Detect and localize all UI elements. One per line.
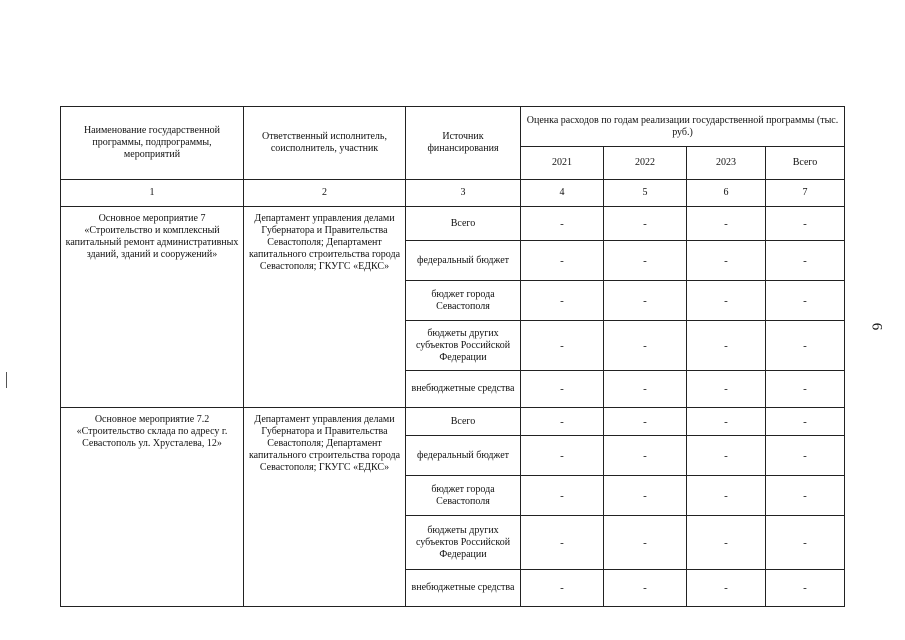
column-number: 5	[604, 180, 687, 207]
activity-executor: Департамент управления делами Губернатора и Правительства Севастополя; Департамент капитального строительства города Севастополя; ГКУГС «ЕДКС»	[244, 408, 406, 607]
expense-value: -	[766, 476, 845, 516]
column-number: 4	[521, 180, 604, 207]
expense-value: -	[521, 207, 604, 241]
expense-value: -	[687, 241, 766, 281]
expense-value: -	[766, 408, 845, 436]
expense-value: -	[521, 516, 604, 570]
expense-value: -	[521, 476, 604, 516]
funding-source: Всего	[406, 207, 521, 241]
funding-source: бюджеты других субъектов Российской Федерации	[406, 321, 521, 371]
header-year-2022: 2022	[604, 147, 687, 180]
expense-value: -	[521, 281, 604, 321]
expense-value: -	[521, 570, 604, 607]
header-year-2021: 2021	[521, 147, 604, 180]
column-number: 6	[687, 180, 766, 207]
expense-value: -	[521, 436, 604, 476]
expense-value: -	[766, 321, 845, 371]
expense-value: -	[604, 436, 687, 476]
expense-value: -	[521, 408, 604, 436]
expense-value: -	[604, 241, 687, 281]
table-header	[61, 107, 845, 207]
table-row	[61, 408, 845, 436]
header-year-2023: 2023	[687, 147, 766, 180]
expense-value: -	[604, 570, 687, 607]
page-number: 6	[868, 322, 885, 331]
column-number: 2	[244, 180, 406, 207]
activity-name: Основное мероприятие 7 «Строительство и комплексный капитальный ремонт административных зданий, зданий и сооружений»	[61, 207, 244, 408]
header-source: Источник финансирования	[406, 107, 521, 180]
funding-source: бюджет города Севастополя	[406, 476, 521, 516]
column-numbers-row	[61, 180, 845, 207]
expense-value: -	[604, 408, 687, 436]
expense-value: -	[766, 516, 845, 570]
expense-value: -	[766, 436, 845, 476]
expense-value: -	[766, 371, 845, 408]
activity-name: Основное мероприятие 7.2 «Строительство склада по адресу г. Севастополь ул. Хрусталева, 12»	[61, 408, 244, 607]
expenditure-table	[60, 106, 845, 607]
funding-source: федеральный бюджет	[406, 241, 521, 281]
expense-value: -	[766, 570, 845, 607]
expense-value: -	[687, 321, 766, 371]
expense-value: -	[521, 241, 604, 281]
expense-value: -	[604, 321, 687, 371]
expense-value: -	[687, 476, 766, 516]
expense-value: -	[604, 516, 687, 570]
expense-value: -	[521, 321, 604, 371]
expense-value: -	[687, 207, 766, 241]
funding-source: Всего	[406, 408, 521, 436]
scan-mark	[6, 372, 7, 388]
header-estimate: Оценка расходов по годам реализации государственной программы (тыс. руб.)	[521, 107, 845, 147]
funding-source: внебюджетные средства	[406, 570, 521, 607]
funding-source: внебюджетные средства	[406, 371, 521, 408]
expense-value: -	[766, 207, 845, 241]
expense-value: -	[604, 476, 687, 516]
column-number: 7	[766, 180, 845, 207]
expense-value: -	[604, 371, 687, 408]
expense-value: -	[687, 436, 766, 476]
table-row	[61, 207, 845, 241]
funding-source: бюджеты других субъектов Российской Федерации	[406, 516, 521, 570]
header-executor: Ответственный исполнитель, соисполнитель, участник	[244, 107, 406, 180]
expense-value: -	[687, 371, 766, 408]
expense-value: -	[687, 570, 766, 607]
activity-executor: Департамент управления делами Губернатора и Правительства Севастополя; Департамент капитального строительства города Севастополя; ГКУГС «ЕДКС»	[244, 207, 406, 408]
funding-source: федеральный бюджет	[406, 436, 521, 476]
expense-value: -	[687, 516, 766, 570]
funding-source: бюджет города Севастополя	[406, 281, 521, 321]
expense-value: -	[604, 281, 687, 321]
header-name: Наименование государственной программы, подпрограммы, мероприятий	[61, 107, 244, 180]
column-number: 3	[406, 180, 521, 207]
expense-value: -	[687, 281, 766, 321]
column-number: 1	[61, 180, 244, 207]
expense-value: -	[687, 408, 766, 436]
expense-value: -	[604, 207, 687, 241]
header-total: Всего	[766, 147, 845, 180]
table-body	[61, 207, 845, 607]
expense-value: -	[766, 241, 845, 281]
expense-value: -	[766, 281, 845, 321]
expense-value: -	[521, 371, 604, 408]
